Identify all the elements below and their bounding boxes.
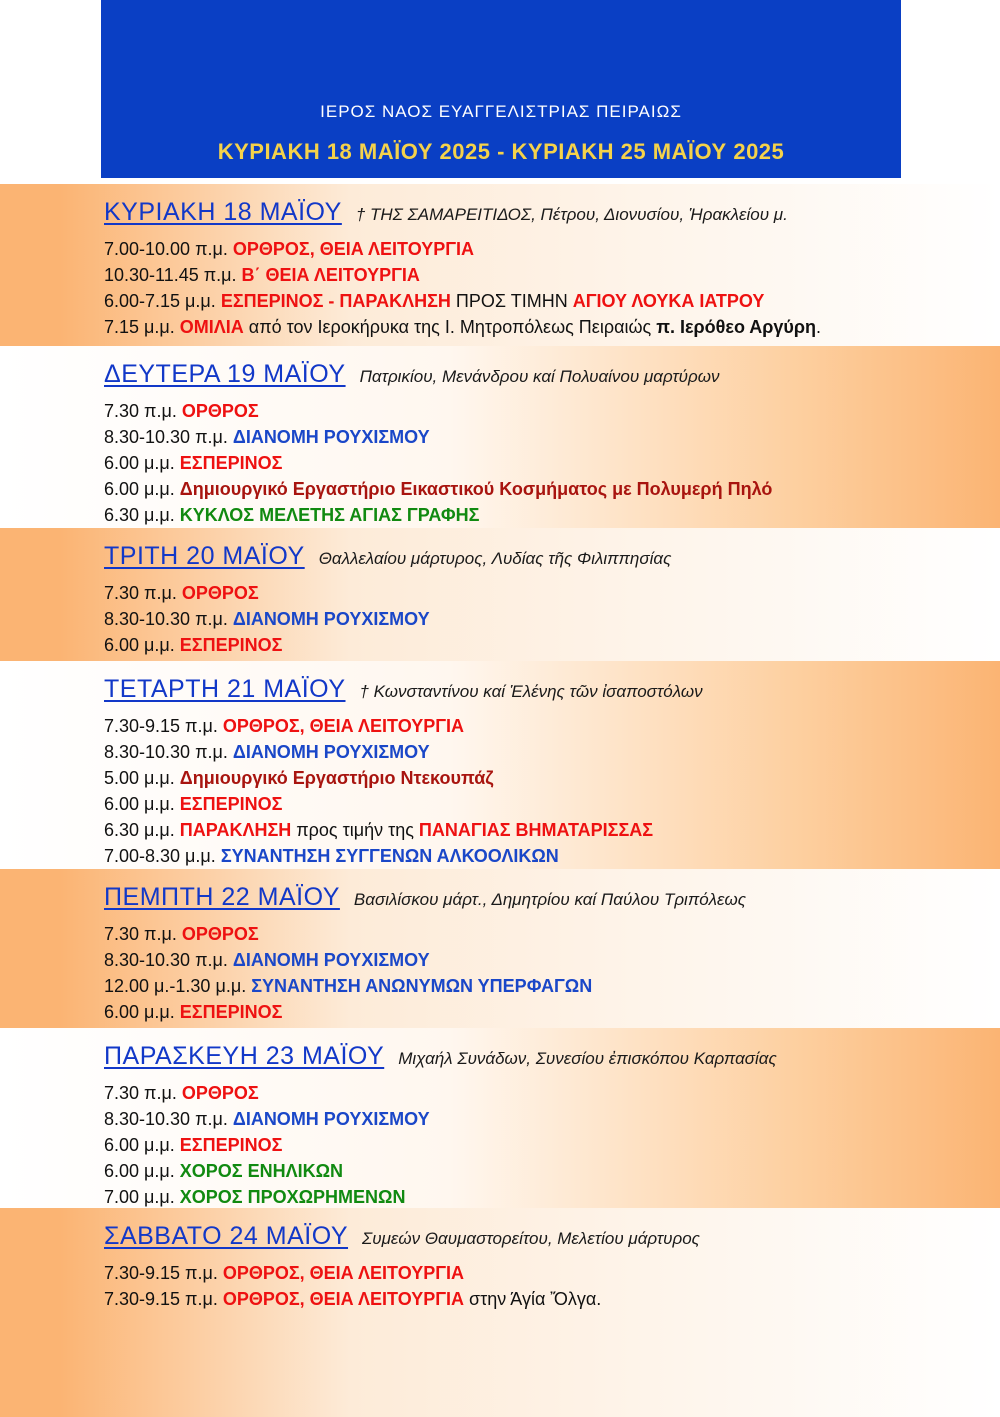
event-name: Β΄ ΘΕΙΑ ΛΕΙΤΟΥΡΓΙΑ — [241, 265, 420, 285]
event-time: 6.00 μ.μ. — [104, 635, 180, 655]
event-name: ΟΡΘΡΟΣ, ΘΕΙΑ ΛΕΙΤΟΥΡΓΙΑ — [222, 716, 465, 736]
event-name: ΟΡΘΡΟΣ — [181, 401, 259, 421]
event-list — [104, 580, 430, 658]
event-time: 7.00-8.30 μ.μ. — [104, 846, 221, 866]
day-header — [104, 360, 720, 389]
event-line — [104, 973, 592, 999]
day-title: ΠΕΜΠΤΗ 22 ΜΑΪΟΥ — [104, 883, 340, 911]
event-note: προς τιμήν της — [291, 820, 419, 840]
event-time: 6.30 μ.μ. — [104, 505, 180, 525]
event-line — [104, 999, 592, 1025]
event-name: ΠΑΝΑΓΙΑΣ ΒΗΜΑΤΑΡΙΣΣΑΣ — [418, 820, 654, 840]
date-range: ΚΥΡΙΑΚΗ 18 ΜΑΪΟΥ 2025 - ΚΥΡΙΑΚΗ 25 ΜΑΪΟΥ 2025 — [217, 139, 785, 164]
event-line — [104, 1132, 430, 1158]
event-name: ΔΙΑΝΟΜΗ ΡΟΥΧΙΣΜΟΥ — [232, 742, 430, 762]
day-title: ΤΕΤΑΡΤΗ 21 ΜΑΪΟΥ — [104, 675, 346, 703]
event-name: ΟΡΘΡΟΣ — [181, 583, 259, 603]
event-time: 7.30 π.μ. — [104, 924, 182, 944]
day-title: ΣΑΒΒΑΤΟ 24 ΜΑΪΟΥ — [104, 1222, 349, 1250]
day-section — [0, 869, 1000, 1028]
event-note: στην Άγία Ὄλγα. — [464, 1289, 602, 1309]
day-title: ΔΕΥΤΕΡΑ 19 ΜΑΪΟΥ — [104, 360, 346, 388]
event-name: ΔΙΑΝΟΜΗ ΡΟΥΧΙΣΜΟΥ — [232, 1109, 430, 1129]
event-name: ΑΓΙΟΥ ΛΟΥΚΑ ΙΑΤΡΟΥ — [572, 291, 765, 311]
event-line — [104, 1286, 601, 1312]
event-list — [104, 1080, 430, 1210]
day-section — [0, 528, 1000, 661]
event-note: . — [816, 317, 822, 337]
event-name: ΣΥΝΑΝΤΗΣΗ ΣΥΓΓΕΝΩΝ ΑΛΚΟΟΛΙΚΩΝ — [220, 846, 559, 866]
event-line — [104, 1080, 430, 1106]
event-name: Δημιουργικό Εργαστήριο Εικαστικού Κοσμήματος με Πολυμερή Πηλό — [179, 479, 773, 499]
day-header — [104, 1042, 777, 1071]
event-note: ΠΡΟΣ ΤΙΜΗΝ — [450, 291, 573, 311]
saint-of-day: Πατρικίου, Μενάνδρου καί Πολυαίνου μαρτύρων — [359, 367, 720, 386]
event-name: ΧΟΡΟΣ ΕΝΗΛΙΚΩΝ — [179, 1161, 344, 1181]
event-line — [104, 450, 772, 476]
event-time: 6.00 μ.μ. — [104, 1161, 180, 1181]
event-line — [104, 843, 653, 869]
event-name: ΟΜΙΛΙΑ — [179, 317, 244, 337]
event-time: 5.00 μ.μ. — [104, 768, 180, 788]
day-section — [0, 346, 1000, 528]
saint-of-day: Μιχαήλ Συνάδων, Συνεσίου ἐπισκόπου Καρπασίας — [398, 1049, 777, 1068]
event-line — [104, 288, 821, 314]
event-line — [104, 606, 430, 632]
event-line — [104, 502, 772, 528]
event-list — [104, 1260, 601, 1312]
saint-of-day: † Κωνσταντίνου καί Ἑλένης τῶν ἰσαποστόλων — [359, 682, 703, 701]
header-banner — [101, 0, 901, 178]
event-list — [104, 398, 772, 528]
event-time: 8.30-10.30 π.μ. — [104, 1109, 233, 1129]
day-header — [104, 1222, 700, 1251]
day-header — [104, 542, 671, 571]
event-name: ΟΡΘΡΟΣ, ΘΕΙΑ ΛΕΙΤΟΥΡΓΙΑ — [222, 1289, 465, 1309]
event-name: ΟΡΘΡΟΣ, ΘΕΙΑ ΛΕΙΤΟΥΡΓΙΑ — [222, 1263, 465, 1283]
event-name: ΕΣΠΕΡΙΝΟΣ — [179, 794, 283, 814]
event-time: 7.00 μ.μ. — [104, 1187, 180, 1207]
event-time: 7.30-9.15 π.μ. — [104, 716, 223, 736]
day-header — [104, 198, 788, 227]
event-time: 7.00-10.00 π.μ. — [104, 239, 233, 259]
event-name: ΧΟΡΟΣ ΠΡΟΧΩΡΗΜΕΝΩΝ — [179, 1187, 406, 1207]
event-time: 10.30-11.45 π.μ. — [104, 265, 242, 285]
event-time: 6.00 μ.μ. — [104, 1002, 180, 1022]
event-name: ΟΡΘΡΟΣ, ΘΕΙΑ ΛΕΙΤΟΥΡΓΙΑ — [232, 239, 475, 259]
event-time: 7.30 π.μ. — [104, 1083, 182, 1103]
saint-of-day: Βασιλίσκου μάρτ., Δημητρίου καί Παύλου Τριπόλεως — [353, 890, 747, 909]
event-time: 8.30-10.30 π.μ. — [104, 609, 233, 629]
day-header — [104, 675, 703, 704]
event-name: ΚΥΚΛΟΣ ΜΕΛΕΤΗΣ ΑΓΙΑΣ ΓΡΑΦΗΣ — [179, 505, 480, 525]
event-note: από τον Ιεροκήρυκα της Ι. Μητροπόλεως Πειραιώς — [243, 317, 657, 337]
event-line — [104, 314, 821, 340]
event-line — [104, 921, 592, 947]
event-line — [104, 817, 653, 843]
day-section — [0, 184, 1000, 346]
event-name: ΕΣΠΕΡΙΝΟΣ — [179, 1135, 283, 1155]
event-line — [104, 476, 772, 502]
day-title: ΠΑΡΑΣΚΕΥΗ 23 ΜΑΪΟΥ — [104, 1042, 385, 1070]
saint-of-day: † ΤΗΣ ΣΑΜΑΡΕΙΤΙΔΟΣ, Πέτρου, Διονυσίου, Ἡρακλείου μ. — [355, 205, 788, 224]
event-time: 6.00 μ.μ. — [104, 453, 180, 473]
event-line — [104, 632, 430, 658]
church-name: ΙΕΡΟΣ ΝΑΟΣ ΕΥΑΓΓΕΛΙΣΤΡΙΑΣ ΠΕΙΡΑΙΩΣ — [320, 102, 682, 121]
event-time: 6.00 μ.μ. — [104, 794, 180, 814]
event-name: ΔΙΑΝΟΜΗ ΡΟΥΧΙΣΜΟΥ — [232, 427, 430, 447]
event-time: 6.00-7.15 μ.μ. — [104, 291, 221, 311]
event-time: 6.30 μ.μ. — [104, 820, 180, 840]
event-line — [104, 236, 821, 262]
event-line — [104, 713, 653, 739]
event-time: 7.30 π.μ. — [104, 401, 182, 421]
event-line — [104, 262, 821, 288]
event-name: ΕΣΠΕΡΙΝΟΣ - ΠΑΡΑΚΛΗΣΗ — [220, 291, 451, 311]
event-name: ΕΣΠΕΡΙΝΟΣ — [179, 1002, 283, 1022]
day-section — [0, 1028, 1000, 1208]
event-time: 7.30 π.μ. — [104, 583, 182, 603]
event-line — [104, 947, 592, 973]
event-time: 8.30-10.30 π.μ. — [104, 427, 233, 447]
event-name: ΔΙΑΝΟΜΗ ΡΟΥΧΙΣΜΟΥ — [232, 950, 430, 970]
event-line — [104, 739, 653, 765]
event-time: 8.30-10.30 π.μ. — [104, 950, 233, 970]
event-name: ΠΑΡΑΚΛΗΣΗ — [179, 820, 292, 840]
event-line — [104, 424, 772, 450]
event-line — [104, 580, 430, 606]
event-name: ΔΙΑΝΟΜΗ ΡΟΥΧΙΣΜΟΥ — [232, 609, 430, 629]
event-line — [104, 765, 653, 791]
event-line — [104, 1158, 430, 1184]
event-name: π. Ιερόθεο Αργύρη — [656, 317, 817, 337]
event-line — [104, 1106, 430, 1132]
day-title: ΤΡΙΤΗ 20 ΜΑΪΟΥ — [104, 542, 305, 570]
event-name: ΣΥΝΑΝΤΗΣΗ ΑΝΩΝΥΜΩΝ ΥΠΕΡΦΑΓΩΝ — [251, 976, 593, 996]
event-line — [104, 1260, 601, 1286]
event-name: ΕΣΠΕΡΙΝΟΣ — [179, 453, 283, 473]
event-name: Δημιουργικό Εργαστήριο Ντεκουπάζ — [179, 768, 494, 788]
event-list — [104, 713, 653, 869]
event-name: ΕΣΠΕΡΙΝΟΣ — [179, 635, 283, 655]
saint-of-day: Θαλλελαίου μάρτυρος, Λυδίας τῆς Φιλιππησίας — [318, 549, 672, 568]
event-time: 7.15 μ.μ. — [104, 317, 180, 337]
saint-of-day: Συμεών Θαυμαστορείτου, Μελετίου μάρτυρος — [362, 1229, 700, 1248]
event-line — [104, 398, 772, 424]
day-section — [0, 1208, 1000, 1417]
event-list — [104, 236, 821, 340]
event-name: ΟΡΘΡΟΣ — [181, 1083, 259, 1103]
day-title: ΚΥΡΙΑΚΗ 18 ΜΑΪΟΥ — [104, 198, 342, 226]
event-list — [104, 921, 592, 1025]
day-header — [104, 883, 746, 912]
event-line — [104, 1184, 430, 1210]
event-time: 8.30-10.30 π.μ. — [104, 742, 233, 762]
event-time: 6.00 μ.μ. — [104, 1135, 180, 1155]
event-time: 7.30-9.15 π.μ. — [104, 1289, 223, 1309]
event-time: 7.30-9.15 π.μ. — [104, 1263, 223, 1283]
event-name: ΟΡΘΡΟΣ — [181, 924, 259, 944]
event-time: 6.00 μ.μ. — [104, 479, 180, 499]
event-time: 12.00 μ.-1.30 μ.μ. — [104, 976, 252, 996]
event-line — [104, 791, 653, 817]
day-section — [0, 661, 1000, 869]
